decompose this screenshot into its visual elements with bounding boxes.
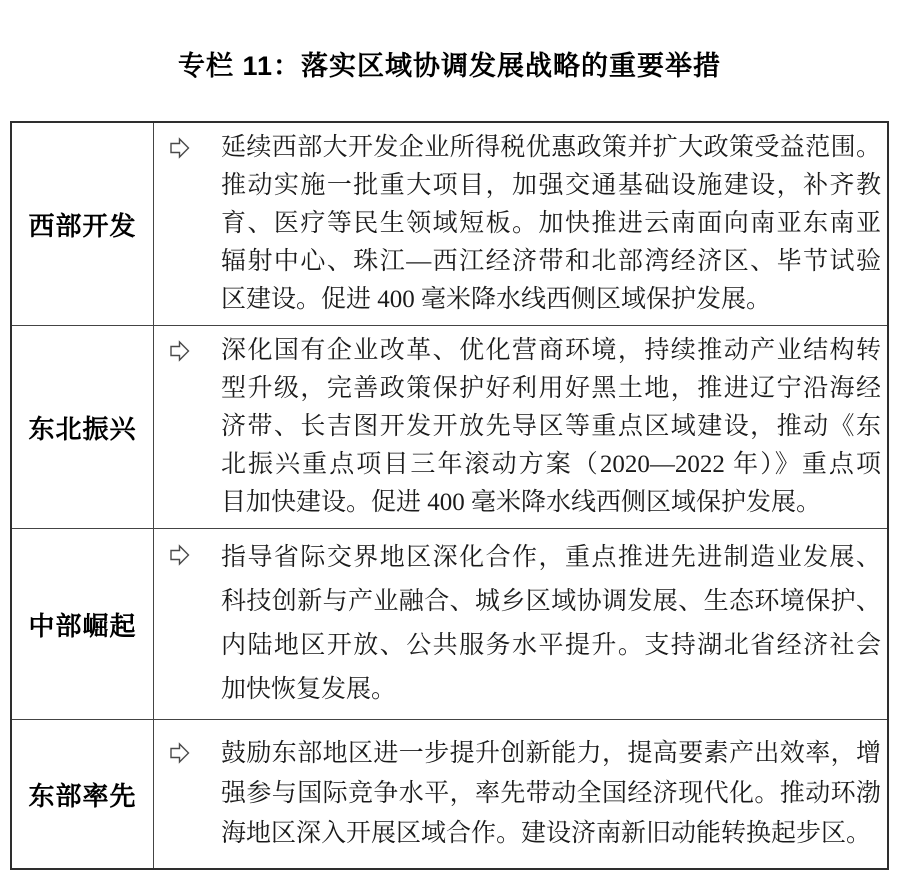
region-label: 西部开发 — [12, 123, 154, 325]
text-line: 育、医疗等民生领域短板。加快推进云南面向南亚东南亚 — [221, 210, 881, 237]
text-line: 区建设。促进 400 毫米降水线西侧区域保护发展。 — [221, 286, 772, 313]
text-line: 加快恢复发展。 — [221, 676, 397, 703]
measure-text — [221, 536, 881, 712]
measures-cell — [154, 123, 887, 325]
text-line: 推动实施一批重大项目，加强交通基础设施建设，补齐教 — [221, 172, 881, 199]
text-line: 海地区深入开展区域合作。建设济南新旧动能转换起步区。 — [221, 820, 872, 847]
measures-cell — [154, 529, 887, 719]
text-line: 北振兴重点项目三年滚动方案（2020—2022 年）》重点项 — [221, 451, 881, 478]
measures-cell — [154, 720, 887, 868]
text-line: 指导省际交界地区深化合作，重点推进先进制造业发展、 — [221, 544, 881, 571]
rightwards-white-arrow-icon — [169, 742, 190, 764]
page-title: 专栏 11：落实区域协调发展战略的重要举措 — [177, 51, 722, 81]
text-line: 型升级，完善政策保护好利用好黑土地，推进辽宁沿海经 — [221, 375, 881, 402]
rightwards-white-arrow-icon — [169, 544, 190, 566]
measures-content — [169, 129, 881, 319]
table-row — [12, 325, 887, 528]
text-line: 强参与国际竞争水平，率先带动全国经济现代化。推动环渤 — [221, 780, 881, 807]
measures-content — [169, 536, 881, 712]
region-label: 东北振兴 — [12, 326, 154, 528]
text-line: 辐射中心、珠江—西江经济带和北部湾经济区、毕节试验 — [221, 248, 881, 275]
measures-content — [169, 734, 881, 854]
text-line: 目加快建设。促进 400 毫米降水线西侧区域保护发展。 — [221, 489, 822, 516]
measures-content — [169, 332, 881, 522]
table-row — [12, 528, 887, 719]
text-line: 济带、长吉图开发开放先导区等重点区域建设，推动《东 — [221, 413, 881, 440]
text-line: 鼓励东部地区进一步提升创新能力，提高要素产出效率，增 — [221, 740, 881, 767]
text-line: 延续西部大开发企业所得税优惠政策并扩大政策受益范围。 — [221, 134, 881, 161]
measures-cell — [154, 326, 887, 528]
text-line: 科技创新与产业融合、城乡区域协调发展、生态环境保护、 — [221, 588, 881, 615]
measure-text — [221, 734, 881, 854]
region-label: 东部率先 — [12, 720, 154, 868]
measures-table — [10, 121, 889, 870]
measure-text — [221, 129, 881, 319]
rightwards-white-arrow-icon — [169, 137, 190, 159]
text-line: 深化国有企业改革、优化营商环境，持续推动产业结构转 — [221, 337, 881, 364]
table-row — [12, 719, 887, 868]
measure-text — [221, 332, 881, 522]
region-label: 中部崛起 — [12, 529, 154, 719]
text-line: 内陆地区开放、公共服务水平提升。支持湖北省经济社会 — [221, 632, 881, 659]
rightwards-white-arrow-icon — [169, 340, 190, 362]
table-row — [12, 123, 887, 325]
